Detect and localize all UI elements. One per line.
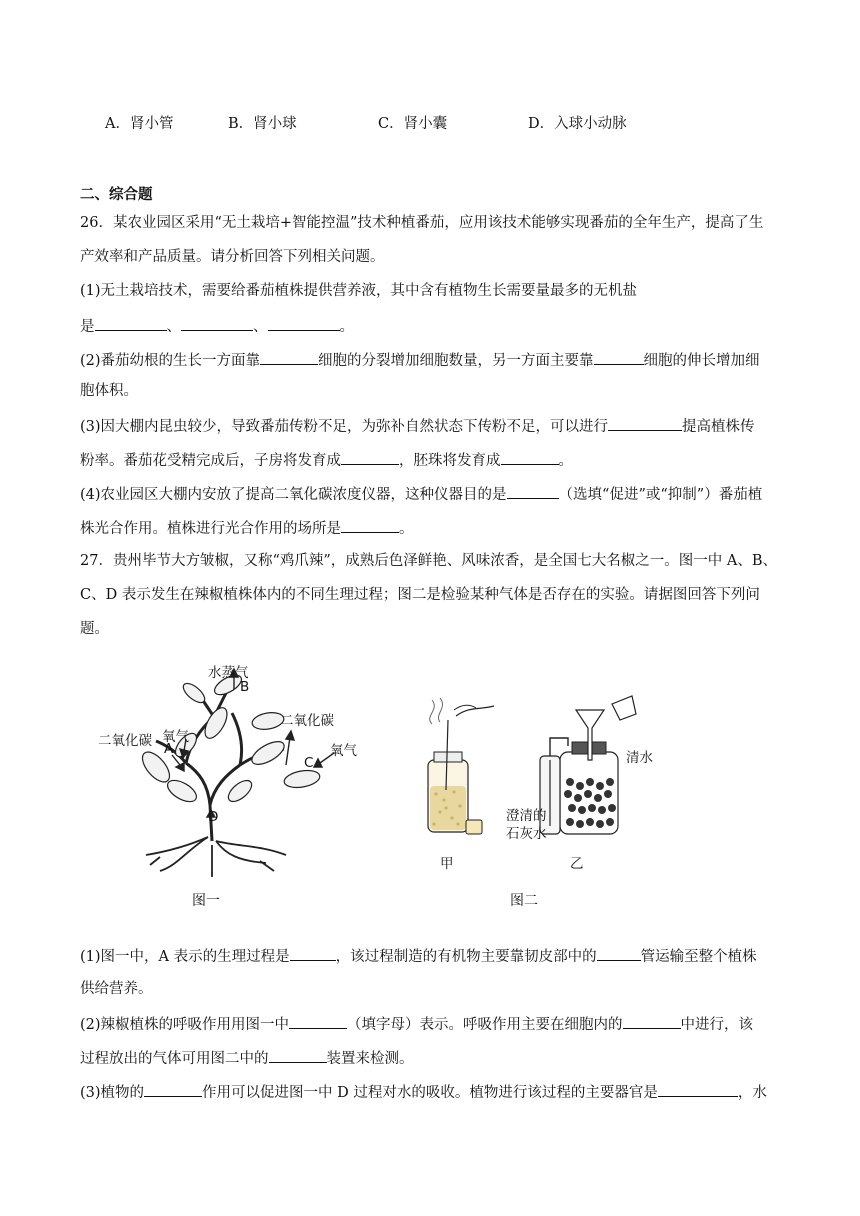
q27-part3-text: (3)植物的 — [80, 1085, 145, 1101]
answer-blank[interactable] — [289, 1013, 347, 1029]
q27-part3-line1 — [80, 1081, 767, 1103]
q27-part2-text: 过程放出的气体可用图二中的 — [80, 1051, 269, 1067]
q26-part3-text: ，胚珠将发育成 — [399, 453, 501, 469]
q26-part2-text: 细胞的分裂增加细胞数量，另一方面主要靠 — [318, 353, 594, 369]
period: 。 — [339, 319, 354, 335]
answer-blank[interactable] — [501, 449, 559, 465]
q27-part1-line1 — [80, 945, 757, 967]
q26-part3-text: 粉率。番茄花受精完成后，子房将发育成 — [80, 453, 341, 469]
label-o2-left: 氧气 — [162, 729, 189, 745]
option-a: A．肾小管 — [105, 116, 174, 132]
label-a: A — [164, 741, 174, 757]
label-jia: 甲 — [440, 856, 454, 872]
option-d: D．入球小动脉 — [528, 116, 627, 132]
q27-part1-text: (1)图一中，A 表示的生理过程是 — [80, 949, 290, 965]
q27-part2-text: (2)辣椒植株的呼吸作用用图一中 — [80, 1017, 290, 1033]
q26-part2-line1 — [80, 349, 760, 371]
answer-blank[interactable] — [341, 517, 399, 533]
label-b: B — [240, 679, 250, 695]
q26-part4-line2 — [80, 517, 414, 539]
option-c: C．肾小囊 — [378, 116, 448, 132]
label-o2-right: 氧气 — [330, 743, 357, 759]
q26-part1-line2 — [80, 315, 354, 337]
q26-part3-text: (3)因大棚内昆虫较少，导致番茄传粉不足，为弥补自然状态下传粉不足，可以进行 — [80, 419, 609, 435]
figure1-caption: 图一 — [192, 893, 220, 909]
figure2-apparatus-diagram — [410, 690, 670, 880]
q27-part2-text: （填字母）表示。呼吸作用主要在细胞内的 — [347, 1017, 623, 1033]
q27-part1-text: ，该过程制造的有机物主要靠韧皮部中的 — [335, 949, 597, 965]
label-limewater-line1: 澄清的 — [506, 808, 547, 824]
q27-stem-line3: 题。 — [80, 621, 109, 637]
q26-part3-text: 提高植株传 — [682, 419, 755, 435]
q27-part2-text: 中进行，该 — [680, 1017, 754, 1033]
option-b: B．肾小球 — [228, 116, 297, 132]
period: 。 — [399, 521, 414, 537]
apparatus-yi — [540, 696, 636, 834]
q26-part4-text: 株光合作用。植株进行光合作用的场所是 — [80, 521, 341, 537]
q27-part3-text: ，水 — [737, 1085, 767, 1101]
answer-blank[interactable] — [269, 1047, 327, 1063]
q27-part1-line2: 供给营养。 — [80, 981, 153, 997]
q26-part4-line1 — [80, 483, 762, 505]
q27-part3-text: 作用可以促进图一中 D 过程对水的吸收。植物进行该过程的主要器官是 — [202, 1085, 658, 1101]
label-c: C — [304, 755, 314, 771]
q27-part2-text: 装置来检测。 — [326, 1051, 414, 1067]
q27-part2-line1 — [80, 1013, 753, 1035]
section-title: 二、综合题 — [80, 186, 153, 203]
label-clear-water: 清水 — [626, 750, 653, 766]
answer-blank[interactable] — [260, 349, 318, 365]
separator: 、 — [253, 319, 268, 335]
label-limewater-line2: 石灰水 — [506, 826, 547, 842]
answer-blank[interactable] — [594, 349, 644, 365]
q27-part2-line2 — [80, 1047, 414, 1069]
q26-part2-line2: 胞体积。 — [80, 383, 138, 399]
q26-part3-line2 — [80, 449, 573, 471]
q26-stem-line1: 26．某农业园区采用“无土栽培+智能控温”技术种植番茄，应用该技术能够实现番茄的全年生产，提高了生 — [80, 215, 764, 231]
q26-part4-text: （选填“促进”或“抑制”）番茄植 — [558, 487, 763, 503]
figure1-plant-diagram — [90, 655, 380, 885]
figure2-caption: 图二 — [510, 893, 538, 909]
answer-blank[interactable] — [290, 945, 336, 961]
q26-part1-text: 是 — [80, 319, 95, 335]
q26-part4-text: (4)农业园区大棚内安放了提高二氧化碳浓度仪器，这种仪器目的是 — [80, 487, 507, 503]
answer-blank[interactable] — [507, 483, 559, 499]
label-co2-left: 二氧化碳 — [98, 733, 152, 749]
q26-part1-line1: (1)无土栽培技术，需要给番茄植株提供营养液，其中含有植物生长需要量最多的无机盐 — [80, 283, 638, 299]
jar-jia — [428, 698, 494, 834]
plant-roots — [146, 837, 286, 877]
q27-stem-line1: 27．贵州毕节大方皱椒，又称“鸡爪辣”，成熟后色泽鲜艳、风味浓香，是全国七大名椒之一。图一中 A、B、 — [80, 553, 778, 569]
q27-part1-text: 管运输至整个植株 — [640, 949, 757, 965]
period: 。 — [558, 453, 573, 469]
answer-blank[interactable] — [268, 315, 340, 331]
answer-blank[interactable] — [95, 315, 167, 331]
answer-blank[interactable] — [608, 415, 682, 431]
label-water-vapor: 水蒸气 — [208, 665, 249, 681]
answer-blank[interactable] — [658, 1081, 738, 1097]
separator: 、 — [166, 319, 181, 335]
answer-blank[interactable] — [623, 1013, 681, 1029]
q26-part2-text: 细胞的伸长增加细 — [643, 353, 760, 369]
q26-part3-line1 — [80, 415, 755, 437]
q26-stem-line2: 产效率和产品质量。请分析回答下列相关问题。 — [80, 249, 385, 265]
answer-blank[interactable] — [181, 315, 253, 331]
answer-blank[interactable] — [597, 945, 641, 961]
label-co2-right: 二氧化碳 — [280, 713, 334, 729]
q26-part2-text: (2)番茄幼根的生长一方面靠 — [80, 353, 261, 369]
q27-stem-line2: C、D 表示发生在辣椒植株体内的不同生理过程；图二是检验某种气体是否存在的实验。请据图回答下列问 — [80, 587, 760, 603]
answer-blank[interactable] — [341, 449, 399, 465]
label-yi: 乙 — [570, 856, 584, 872]
label-d: D — [208, 809, 219, 825]
answer-blank[interactable] — [144, 1081, 202, 1097]
